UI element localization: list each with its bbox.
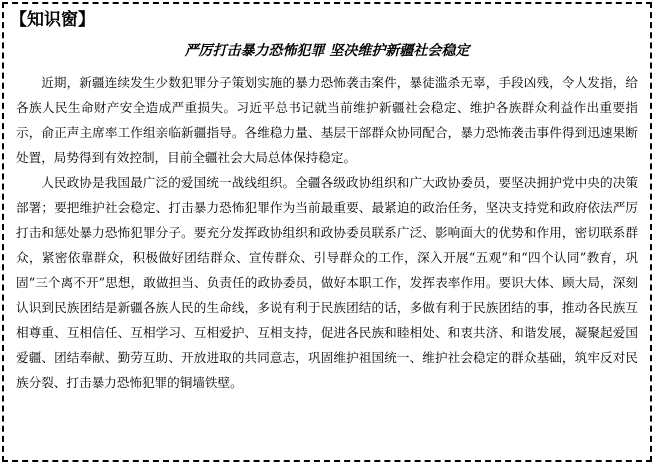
paragraph-1: 近期，新疆连续发生少数犯罪分子策划实施的暴力恐怖袭击案件，暴徒滥杀无辜，手段凶残，令人发指，给各族人民生命财产安全造成严重损失。习近平总书记就当前维护新疆社会稳定、维护各族群众利益作出重要指示，俞正声主席率工作组亲临新疆指导。各维稳力量、基层干部群众协同配合，暴力恐怖袭击事件得到迅速果断处置，局势得到有效控制，目前全疆社会大局总体保持稳定。 [16,75,638,165]
section-header: 【知识窗】 [10,10,95,30]
article-title: 严厉打击暴力恐怖犯罪 坚决维护新疆社会稳定 [184,43,470,59]
article-body [16,70,638,395]
paragraph-2: 人民政协是我国最广泛的爱国统一战线组织。全疆各级政协组织和广大政协委员，要坚决拥护党中央的决策部署；要把维护社会稳定、打击暴力恐怖犯罪作为当前最重要、最紧迫的政治任务，坚决支持党和政府依法严厉打击和惩处暴力恐怖犯罪分子。要充分发挥政协组织和政协委员联系广泛、影响面大的优势和作用，密切联系群众，紧密依靠群众，积极做好团结群众、宣传群众、引导群众的工作，深入开展“五观”和“四个认同”教育，巩固“三个离不开”思想，敢做担当、负责任的政协委员，做好本职工作，发挥表率作用。要识大体、顾大局，深刻认识到民族团结是新疆各族人民的生命线，多说有利于民族团结的话，多做有利于民族团结的事，推动各民族互相尊重、互相信任、互相学习、互相爱护、互相支持，促进各民族和睦相处、和衷共济、和谐发展，凝聚起爱国爱疆、团结奉献、勤劳互助、开放进取的共同意志，巩固维护祖国统一、维护社会稳定的群众基础，筑牢反对民族分裂、打击暴力恐怖犯罪的铜墙铁壁。 [16,175,638,390]
knowledge-window-box [2,2,652,462]
